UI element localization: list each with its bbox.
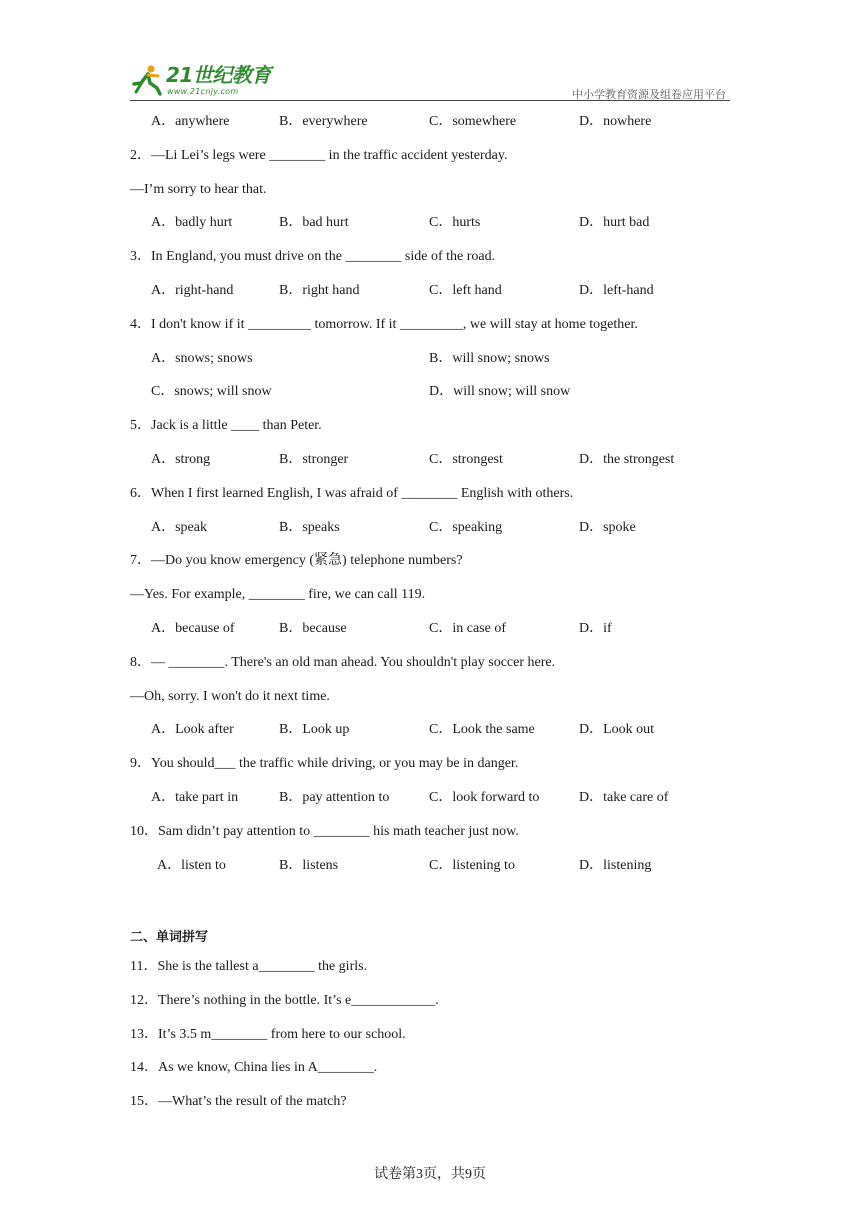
q2-option-d: D．hurt bad bbox=[579, 215, 650, 230]
q3-stem: 3．In England, you must drive on the ________ side of the road. bbox=[130, 249, 496, 264]
q7-reply: —Yes. For example, ________ fire, we can call 119. bbox=[130, 587, 426, 602]
q2-option-b: B．bad hurt bbox=[279, 215, 349, 230]
q7-option-c: C．in case of bbox=[429, 621, 506, 636]
q9-option-c: C．look forward to bbox=[429, 790, 540, 805]
spelling-question: 13．It’s 3.5 m________ from here to our school. bbox=[130, 1027, 406, 1042]
q6-stem: 6．When I first learned English, I was afraid of ________ English with others. bbox=[130, 486, 574, 501]
q10-option-c: C．listening to bbox=[429, 858, 515, 873]
q9-option-a: A．take part in bbox=[151, 790, 239, 805]
q8-option-b: B．Look up bbox=[279, 722, 350, 737]
q10-option-d: D．listening bbox=[579, 858, 652, 873]
q1-option-d: D．nowhere bbox=[579, 114, 652, 129]
q1-option-c: C．somewhere bbox=[429, 114, 517, 129]
q2-stem: 2．—Li Lei’s legs were ________ in the traffic accident yesterday. bbox=[130, 148, 508, 163]
q7-option-d: D．if bbox=[579, 621, 612, 636]
q6-option-c: C．speaking bbox=[429, 520, 503, 535]
q8-option-d: D．Look out bbox=[579, 722, 655, 737]
q5-stem: 5．Jack is a little ____ than Peter. bbox=[130, 418, 322, 433]
q8-option-a: A．Look after bbox=[151, 722, 234, 737]
spelling-question: 11．She is the tallest a________ the girls. bbox=[130, 959, 368, 974]
q3-option-b: B．right hand bbox=[279, 283, 360, 298]
q3-option-a: A．right-hand bbox=[151, 283, 234, 298]
q2-reply: —I’m sorry to hear that. bbox=[130, 182, 267, 197]
logo-url: www.21cnjy.com bbox=[167, 87, 239, 96]
q4-option-b: B．will snow; snows bbox=[429, 351, 550, 366]
q9-option-b: B．pay attention to bbox=[279, 790, 390, 805]
q5-option-a: A．strong bbox=[151, 452, 211, 467]
q4-option-c: C．snows; will snow bbox=[151, 384, 272, 399]
q4-option-a: A．snows; snows bbox=[151, 351, 253, 366]
q6-option-d: D．spoke bbox=[579, 520, 636, 535]
q1-option-b: B．everywhere bbox=[279, 114, 368, 129]
q7-option-b: B．because bbox=[279, 621, 347, 636]
q4-option-d: D．will snow; will snow bbox=[429, 384, 571, 399]
q6-option-b: B．speaks bbox=[279, 520, 340, 535]
q8-reply: —Oh, sorry. I won't do it next time. bbox=[130, 689, 330, 704]
q1-option-a: A．anywhere bbox=[151, 114, 230, 129]
spelling-question: 14．As we know, China lies in A________. bbox=[130, 1060, 378, 1075]
logo-text: 21世纪教育 bbox=[166, 63, 271, 87]
q10-stem: 10．Sam didn’t pay attention to ________ his math teacher just now. bbox=[130, 824, 519, 839]
q8-option-c: C．Look the same bbox=[429, 722, 535, 737]
site-logo bbox=[130, 62, 270, 100]
spelling-question: 15．—What’s the result of the match? bbox=[130, 1094, 347, 1109]
q5-option-d: D．the strongest bbox=[579, 452, 675, 467]
q10-option-b: B．listens bbox=[279, 858, 339, 873]
q2-option-a: A．badly hurt bbox=[151, 215, 233, 230]
spelling-question: 12．There’s nothing in the bottle. It’s e____________. bbox=[130, 993, 439, 1008]
runner-icon bbox=[130, 64, 164, 96]
page-header bbox=[130, 62, 730, 102]
q9-stem: 9．You should___ the traffic while driving, or you may be in danger. bbox=[130, 756, 519, 771]
q2-option-c: C．hurts bbox=[429, 215, 481, 230]
q9-option-d: D．take care of bbox=[579, 790, 669, 805]
q3-option-d: D．left-hand bbox=[579, 283, 654, 298]
q7-stem: 7．—Do you know emergency (紧急) telephone numbers? bbox=[130, 553, 463, 568]
q10-option-a: A．listen to bbox=[157, 858, 226, 873]
q6-option-a: A．speak bbox=[151, 520, 207, 535]
q7-option-a: A．because of bbox=[151, 621, 235, 636]
header-divider bbox=[130, 100, 730, 101]
q5-option-b: B．stronger bbox=[279, 452, 349, 467]
q8-stem: 8．— ________. There's an old man ahead. You shouldn't play soccer here. bbox=[130, 655, 556, 670]
q4-stem: 4．I don't know if it _________ tomorrow. If it _________, we will stay at home together. bbox=[130, 317, 638, 332]
section-heading-spelling: 二、单词拼写 bbox=[130, 930, 209, 945]
page-number-footer: 试卷第3页，共9页 bbox=[374, 1167, 486, 1182]
q3-option-c: C．left hand bbox=[429, 283, 502, 298]
q5-option-c: C．strongest bbox=[429, 452, 503, 467]
header-tagline: 中小学教育资源及组卷应用平台 bbox=[572, 88, 726, 101]
